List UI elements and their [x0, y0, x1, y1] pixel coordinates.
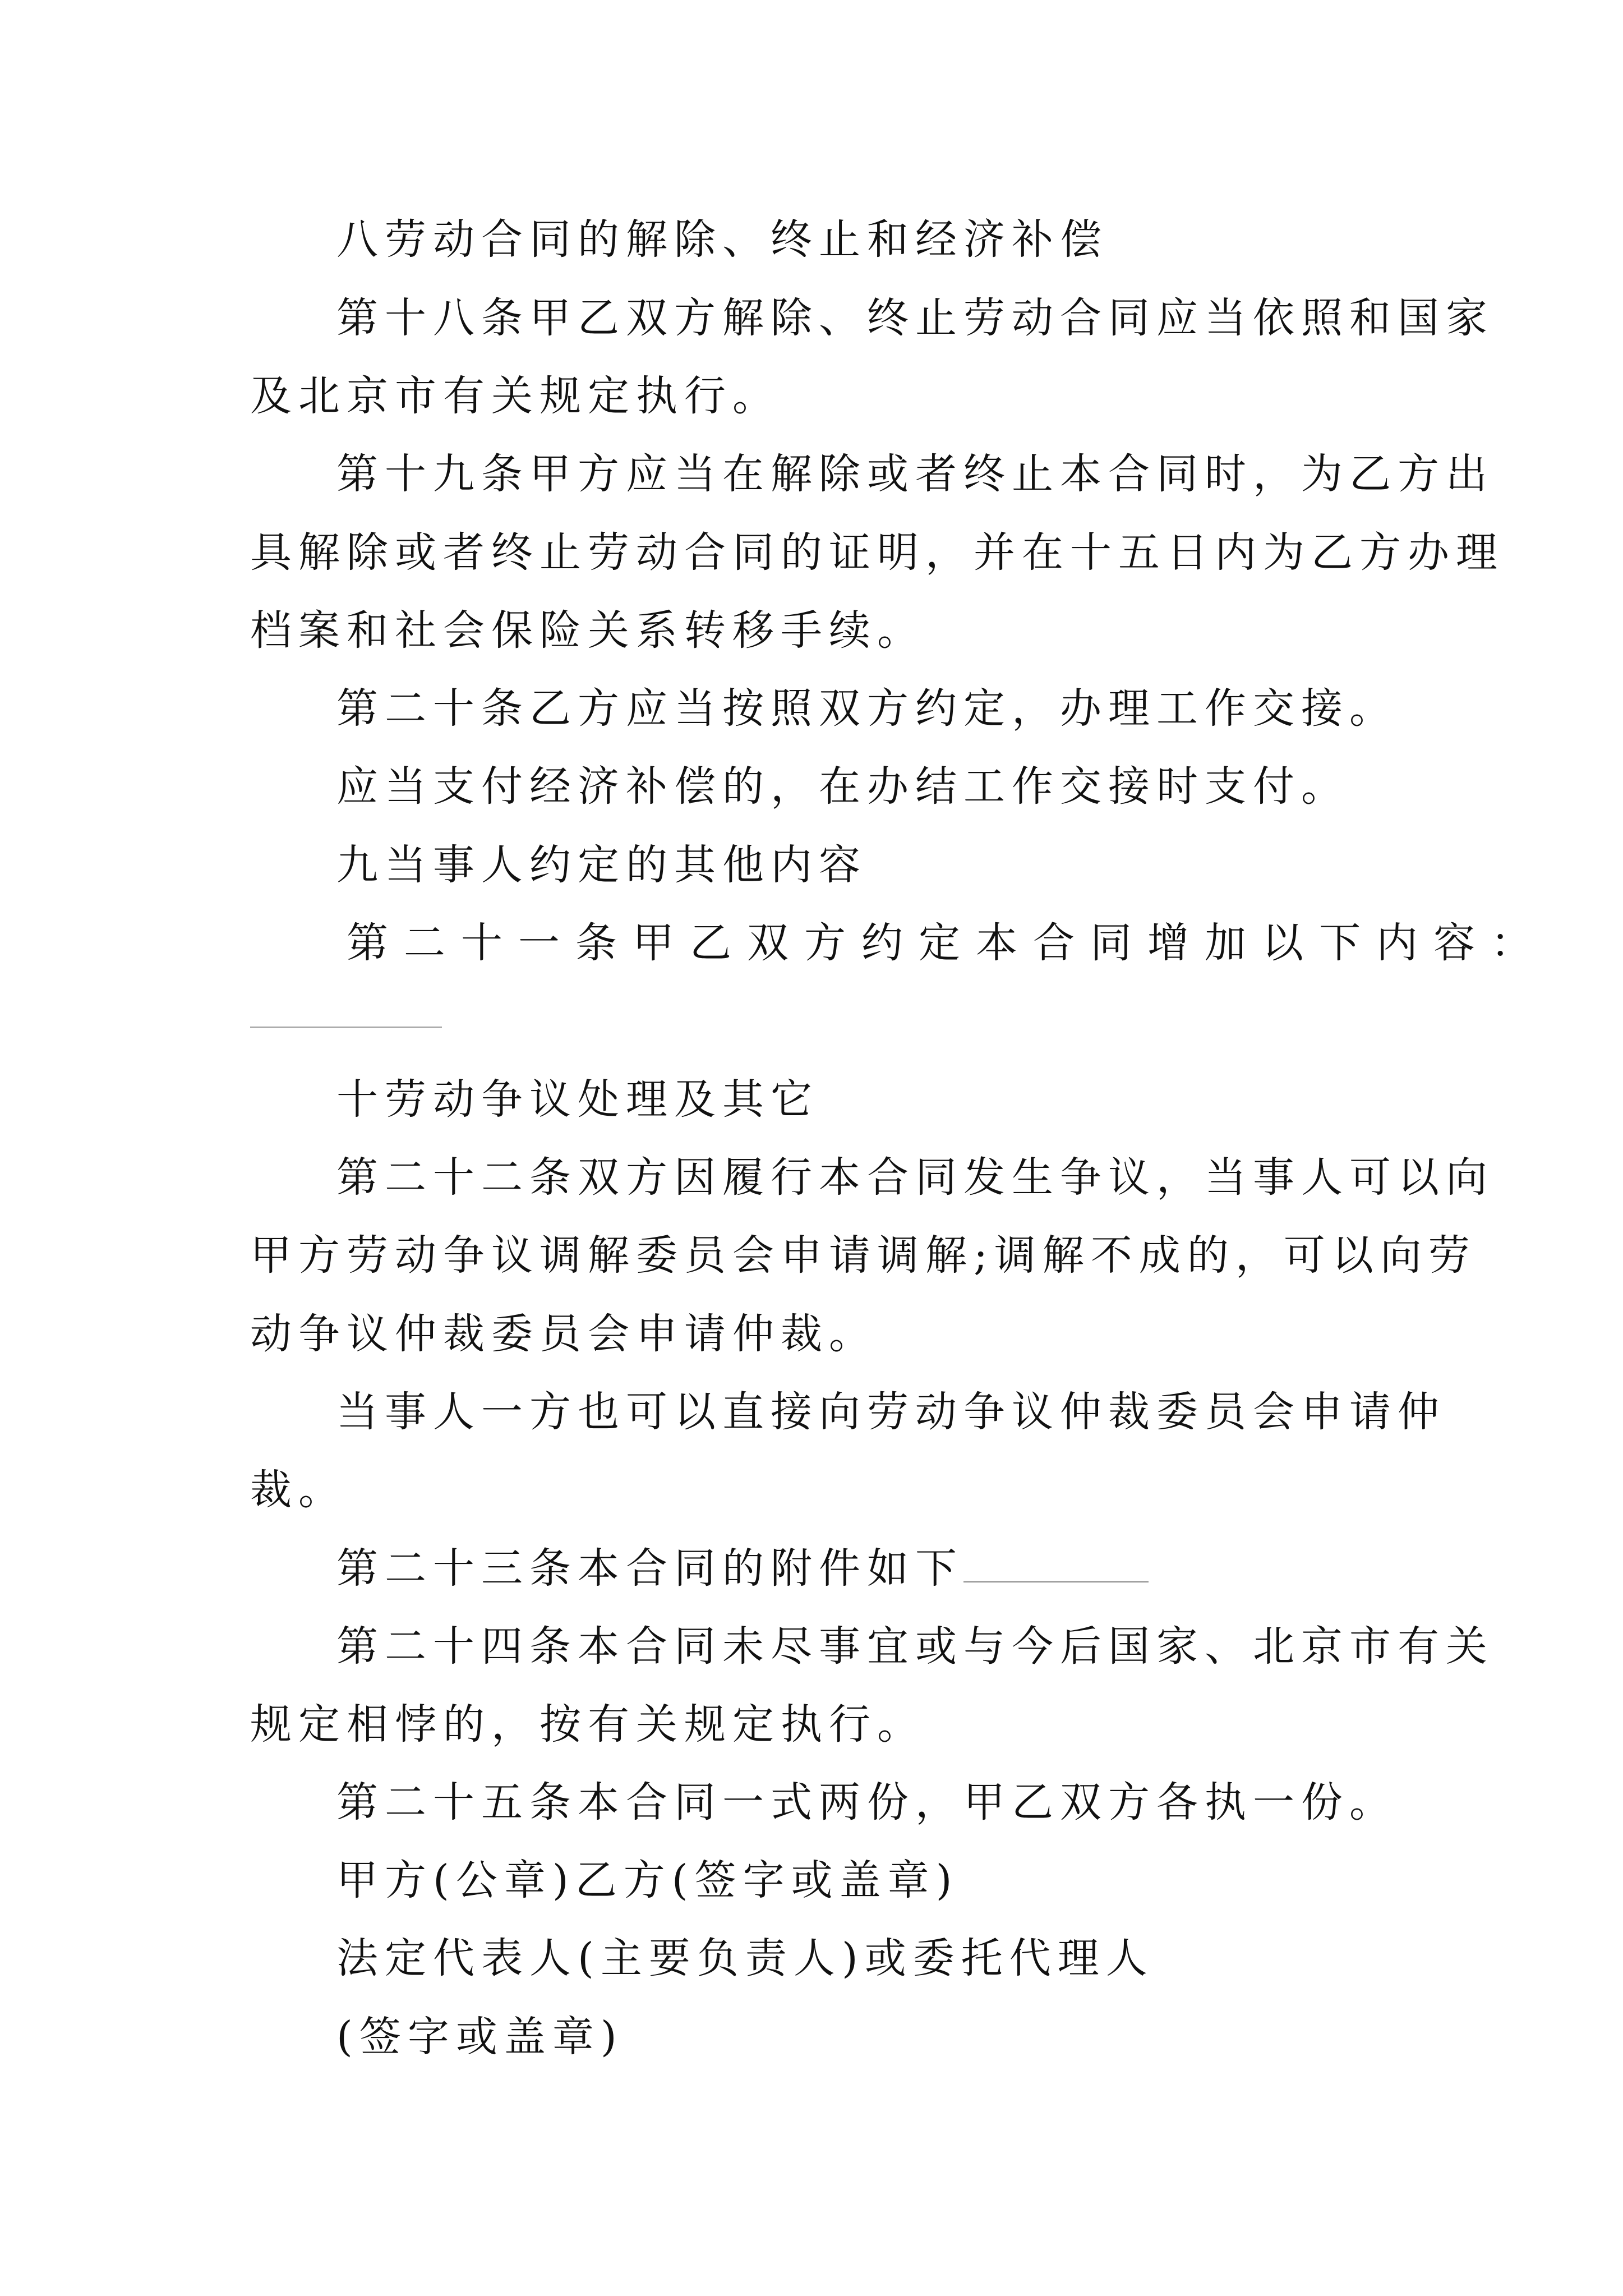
article-22-line-2: 甲方劳动争议调解委员会申请调解;调解不成的，可以向劳 — [250, 1231, 1477, 1280]
section-heading-10: 十劳动争议处理及其它 — [336, 1075, 819, 1124]
article-23-fill-blank — [963, 1581, 1149, 1582]
article-23-line — [336, 1543, 1149, 1594]
article-21-line-1: 第二十一条甲乙双方约定本合同增加以下内容： — [347, 919, 1548, 967]
article-18-line-2: 及北京市有关规定执行。 — [250, 372, 781, 420]
article-19-line-3: 档案和社会保险关系转移手续。 — [250, 606, 925, 655]
signature-seal-line: (签字或盖章) — [336, 2013, 624, 2061]
article-21-fill-blank — [250, 1027, 442, 1028]
article-22-para2-line-2: 裁。 — [250, 1466, 347, 1514]
article-24-line-2: 规定相悖的，按有关规定执行。 — [250, 1700, 925, 1749]
article-18-line-1: 第十八条甲乙双方解除、终止劳动合同应当依照和国家 — [336, 294, 1494, 342]
article-19-line-1: 第十九条甲方应当在解除或者终止本合同时，为乙方出 — [336, 450, 1494, 498]
article-25-line: 第二十五条本合同一式两份，甲乙双方各执一份。 — [336, 1778, 1398, 1826]
article-20-line-1: 第二十条乙方应当按照双方约定，办理工作交接。 — [336, 684, 1398, 733]
article-23-text: 第二十三条本合同的附件如下 — [336, 1544, 963, 1593]
signature-party-line: 甲方(公章)乙方(签字或盖章) — [336, 1856, 959, 1904]
article-22-line-1: 第二十二条双方因履行本合同发生争议，当事人可以向 — [336, 1153, 1494, 1202]
article-24-line-1: 第二十四条本合同未尽事宜或与今后国家、北京市有关 — [336, 1622, 1494, 1671]
section-heading-8: 八劳动合同的解除、终止和经济补偿 — [336, 215, 1108, 264]
article-19-line-2: 具解除或者终止劳动合同的证明，并在十五日内为乙方办理 — [250, 528, 1504, 577]
section-heading-9: 九当事人约定的其他内容 — [336, 841, 867, 889]
article-20-line-2: 应当支付经济补偿的，在办结工作交接时支付。 — [336, 762, 1349, 811]
article-22-line-3: 动争议仲裁委员会申请仲裁。 — [250, 1310, 877, 1358]
article-22-para2-line-1: 当事人一方也可以直接向劳动争议仲裁委员会申请仲 — [336, 1388, 1446, 1436]
signature-representative-line: 法定代表人(主要负责人)或委托代理人 — [336, 1934, 1154, 1982]
